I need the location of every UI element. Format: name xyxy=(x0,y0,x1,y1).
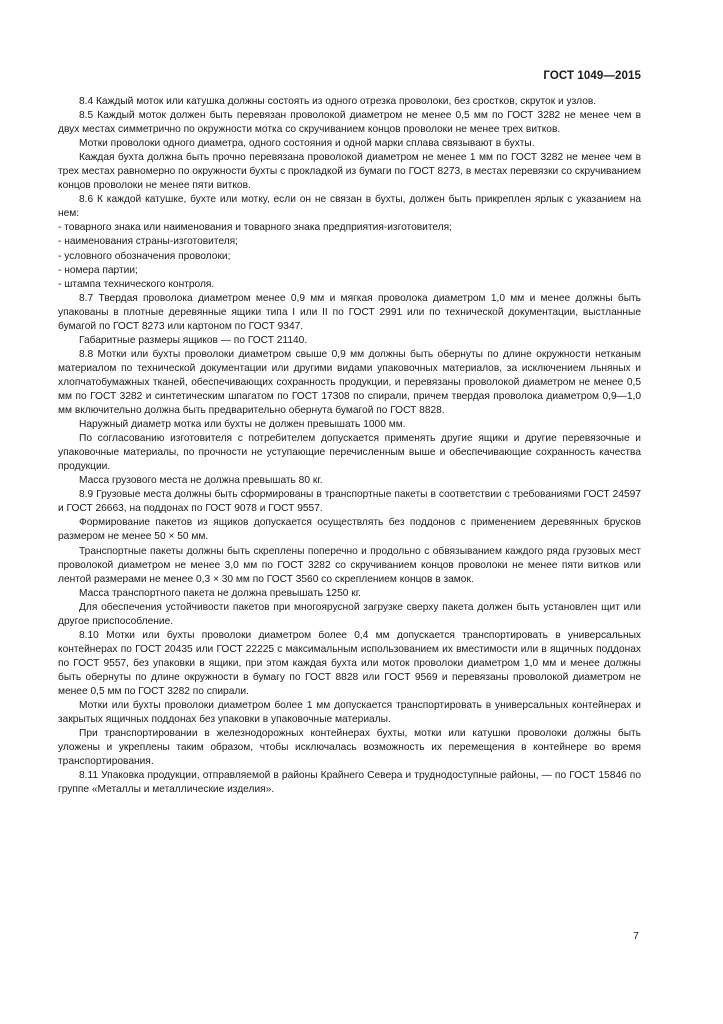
paragraph: Транспортные пакеты должны быть скреплены поперечно и продольно с обвязыванием каждого ряда грузовых мест проволокой диаметром не менее 3,0 мм по ГОСТ 3282 со скручиванием концов проволоки не менее пяти витков или лентой размерами не менее 0,3 × 30 мм по ГОСТ 3560 со скреплением концов в замок. xyxy=(58,545,641,585)
paragraph: 8.4 Каждый моток или катушка должны состоять из одного отрезка проволоки, без сростков, скруток и узлов. xyxy=(79,96,597,107)
paragraph: Мотки проволоки одного диаметра, одного состояния и одной марки сплава связывают в бухты. xyxy=(79,138,535,150)
paragraph: Габаритные размеры ящиков — по ГОСТ 21140. xyxy=(79,334,308,346)
paragraph: 8.10 Мотки или бухты проволоки диаметром более 0,4 мм допускается транспортировать в универсальных контейнерах по ГОСТ 20435 или ГОСТ 22225 с максимальным использованием их вместимости или в ящичных поддонах по ГОСТ 9557, без упаковки в ящики, при этом каждая бухта или моток проволоки диаметром 1,0 мм и менее должны быть обернуты по длине окружности в бумагу по ГОСТ 8828 или ГОСТ 9569 и перевязаны проволокой диаметром не менее 0,5 мм по ГОСТ 3282 по спирали. xyxy=(58,629,641,697)
paragraph: Для обеспечения устойчивости пакетов при многоярусной загрузке сверху пакета должен быть установлен щит или другое приспособление. xyxy=(58,601,641,627)
paragraph: При транспортировании в железнодорожных контейнерах бухты, мотки или катушки проволоки должны быть уложены и укреплены таким образом, чтобы исключалась возможность их перемещения в контейнере во время транспортирования. xyxy=(58,728,641,768)
paragraph: Масса грузового места не должна превышать 80 кг. xyxy=(79,475,323,487)
page-number: 7 xyxy=(633,930,639,942)
standard-header: ГОСТ 1049—2015 xyxy=(543,70,641,82)
paragraph: Формирование пакетов из ящиков допускается осуществлять без поддонов с применением деревянных брусков размером не менее 50 × 50 мм. xyxy=(58,517,641,543)
paragraph: По согласованию изготовителя с потребителем допускается применять другие ящики и другие перевязочные и упаковочные материалы, по прочности не уступающие перечисленным выше и обеспечивающие сохранность качества продукции. xyxy=(58,433,641,473)
paragraph: 8.11 Упаковка продукции, отправляемой в районы Крайнего Севера и труднодоступные районы, — по ГОСТ 15846 по группе «Металлы и металлические изделия». xyxy=(58,770,641,796)
list-item: - товарного знака или наименования и товарного знака предприятия-изготовителя; xyxy=(58,222,453,234)
paragraph: 8.6 К каждой катушке, бухте или мотку, если он не связан в бухты, должен быть прикреплен ярлык с указанием на нем: xyxy=(58,194,641,220)
paragraph: 8.7 Твердая проволока диаметром менее 0,9 мм и мягкая проволока диаметром 1,0 мм и менее должны быть упакованы в плотные деревянные ящики типа I или II по ГОСТ 2991 или по технической документации, выстланные бумагой по ГОСТ 8273 или картоном по ГОСТ 9347. xyxy=(58,292,641,332)
paragraph: Масса транспортного пакета не должна превышать 1250 кг. xyxy=(79,587,362,599)
list-item: - штампа технического контроля. xyxy=(58,278,215,290)
list-item: - номера партии; xyxy=(58,264,138,276)
paragraph: Каждая бухта должна быть прочно перевязана проволокой диаметром не менее 1 мм по ГОСТ 3282 не менее чем в трех местах равномерно по окружности бухты с прокладкой из бумаги по ГОСТ 8273, в местах перевязки со скручиванием концов проволоки не менее пяти витков. xyxy=(58,152,641,192)
document-body xyxy=(58,95,641,797)
paragraph: Мотки или бухты проволоки диаметром более 1 мм допускается транспортировать в универсальных контейнерах и закрытых ящичных поддонах без упаковки в упаковочные материалы. xyxy=(58,700,641,726)
paragraph: 8.8 Мотки или бухты проволоки диаметром свыше 0,9 мм должны быть обернуты по длине окружности нетканым материалом по технической документации или другими видами упаковочных материалов, за исключением льняных и хлопчатобумажных тканей, обеспечивающих сохранность продукции, и перевязаны проволокой диаметром не менее 0,5 мм по ГОСТ 3282 и синтетическим шпагатом по ГОСТ 17308 по спирали, причем твердая проволока диаметром 0,9—1,0 мм включительно должна быть предварительно обернута бумагой по ГОСТ 8828. xyxy=(58,348,641,417)
paragraph: 8.5 Каждый моток должен быть перевязан проволокой диаметром не менее 0,5 мм по ГОСТ 3282 не менее чем в двух местах симметрично по окружности мотка со скручиванием концов проволоки не менее трех витков. xyxy=(58,110,641,136)
list-item: - условного обозначения проволоки; xyxy=(58,250,231,262)
list-item: - наименования страны-изготовителя; xyxy=(58,236,239,248)
paragraph: 8.9 Грузовые места должны быть сформированы в транспортные пакеты в соответствии с требованиями ГОСТ 24597 и ГОСТ 26663, на поддонах по ГОСТ 9078 и ГОСТ 9557. xyxy=(58,489,641,515)
paragraph: Наружный диаметр мотка или бухты не должен превышать 1000 мм. xyxy=(79,419,406,431)
